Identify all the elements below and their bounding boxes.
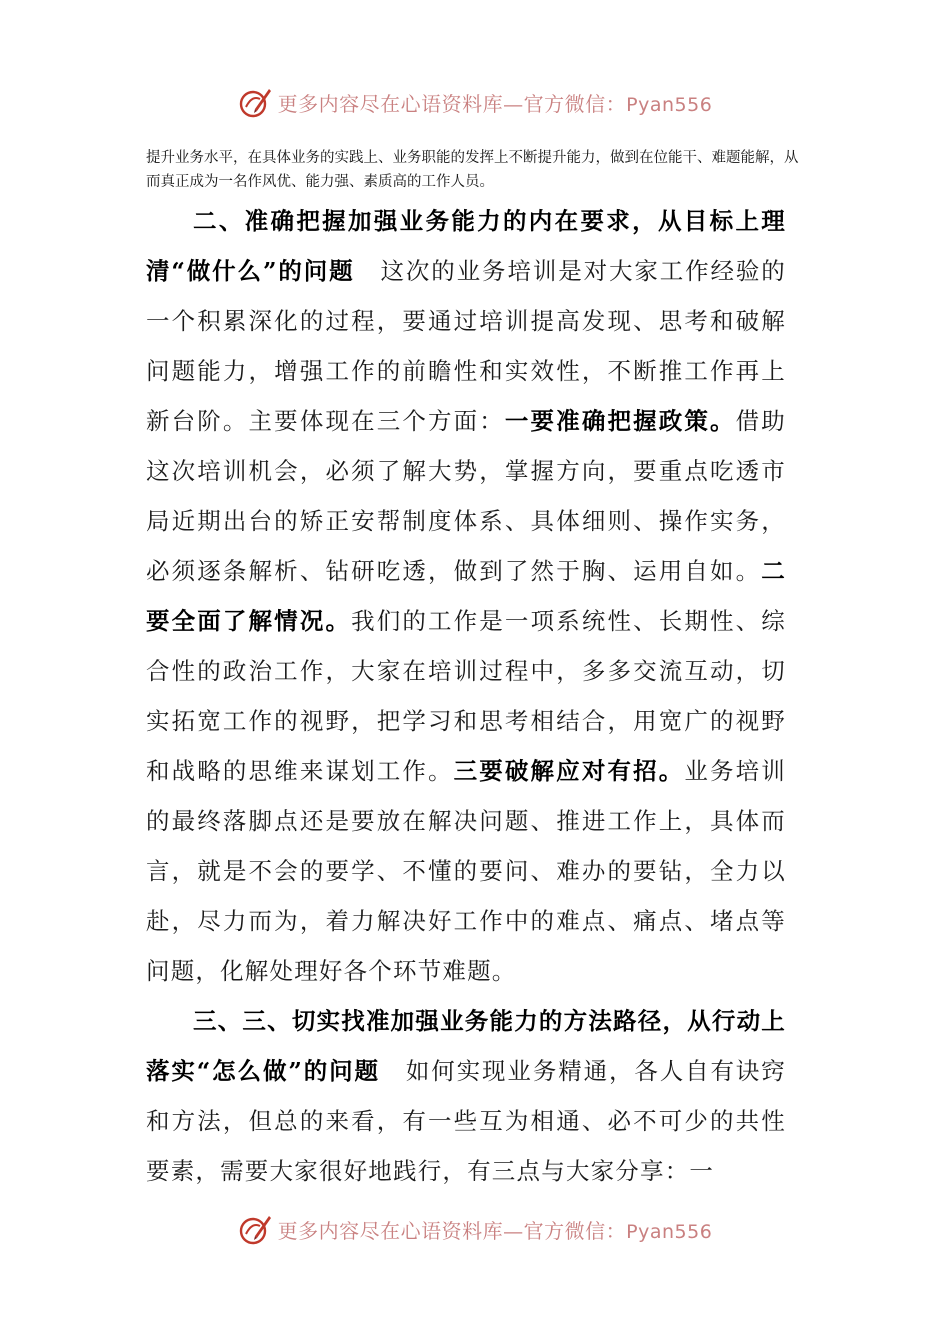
- section-2-text-3: 我们的工作是一项系统性、长期性、综合性的政治工作，大家在培训过程中，多多交流互动，切实拓宽工作的视野，把学习和思考相结合，用宽广的视野和战略的思维来谋划工作。: [146, 607, 786, 785]
- section-3-heading: 三、三、切实找准加强业务能力的方法路径，从行动上落实“怎么做”的问题: [146, 1007, 786, 1085]
- pen-logo-icon: [238, 85, 272, 119]
- watermark-header: [0, 82, 950, 122]
- section-2-point-3: 三要破解应对有招。: [453, 757, 685, 785]
- document-body: [146, 196, 786, 1196]
- section-2-text-2: 借助这次培训机会，必须了解大势，掌握方向，要重点吃透市局近期出台的矫正安帮制度体系、具体细则、操作实务，必须逐条解析、钻研吃透，做到了然于胸、运用自如。: [146, 407, 786, 585]
- pen-logo-icon: [238, 1212, 272, 1246]
- watermark-text: 更多内容尽在心语资料库—官方微信：Pyan556: [277, 91, 713, 116]
- intro-paragraph: 提升业务水平，在具体业务的实践上、业务职能的发挥上不断提升能力，做到在位能干、难题能解，从而真正成为一名作风优、能力强、素质高的工作人员。: [146, 150, 799, 190]
- section-2-heading: 二、准确把握加强业务能力的内在要求，从目标上理清“做什么”的问题: [146, 207, 786, 285]
- section-2-point-1: 一要准确把握政策。: [504, 407, 736, 435]
- section-2-paragraph: [146, 196, 786, 996]
- section-2-text-4: 业务培训的最终落脚点还是要放在解决问题、推进工作上，具体而言，就是不会的要学、不懂的要问、难办的要钻，全力以赴，尽力而为，着力解决好工作中的难点、痛点、堵点等问题，化解处理好各个环节难题。: [146, 757, 786, 985]
- section-3-paragraph: [146, 996, 786, 1196]
- section-2-point-2: 二要全面了解情况。: [146, 557, 786, 635]
- watermark-footer: [0, 1209, 950, 1249]
- watermark-text: 更多内容尽在心语资料库—官方微信：Pyan556: [277, 1218, 713, 1243]
- section-3-text-1: 如何实现业务精通，各人自有诀窍和方法，但总的来看，有一些互为相通、必不可少的共性要素，需要大家很好地践行，有三点与大家分享：一: [146, 1057, 786, 1185]
- section-2-text-1: 这次的业务培训是对大家工作经验的一个积累深化的过程，要通过培训提高发现、思考和破解问题能力，增强工作的前瞻性和实效性，不断推工作再上新台阶。主要体现在三个方面：: [146, 257, 786, 435]
